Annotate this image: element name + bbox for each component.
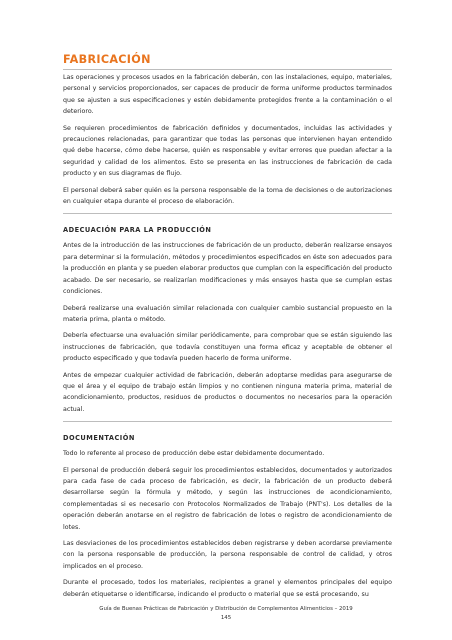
documentacion-paragraph-3: Las desviaciones de los procedimientos establecidos deben registrarse y deben acordarse previamente con la persona responsable de producción, la persona responsable de control de calidad, y otros implicados en el proceso. (63, 540, 392, 570)
page-content (63, 72, 392, 605)
page-title: FABRICACIÓN (63, 53, 151, 66)
title-divider (63, 69, 392, 70)
documentacion-paragraph-1: Todo lo referente al proceso de producción debe estar debidamente documentado. (63, 450, 325, 458)
section-divider (63, 213, 392, 214)
section-adecuacion (63, 213, 392, 415)
intro-paragraph-1: Las operaciones y procesos usados en la fabricación deberán, con las instalaciones, equipo, materiales, personal y servicios proporcionados, ser capaces de producir de forma uniforme productos terminados que se ajusten a sus especificaciones y estén debidamente protegidos frente a la contaminación o el deterioro. (63, 74, 392, 116)
section-documentacion (63, 421, 392, 600)
section-divider (63, 421, 392, 422)
adecuacion-paragraph-2: Deberá realizarse una evaluación similar relacionada con cualquier cambio sustancial propuesto en la materia prima, planta o método. (63, 304, 392, 323)
intro-paragraph-3: El personal deberá saber quién es la persona responsable de la toma de decisiones o de autorizaciones en cualquier etapa durante el proceso de elaboración. (63, 186, 392, 206)
documentacion-paragraph-2: El personal de producción deberá seguir los procedimientos establecidos, documentados y autorizados para cada fase de cada proceso de fabricación, es decir, la fabricación de un producto deberá desarrollarse según la fórmula y método, y según las instrucciones de acondicionamiento, complementadas si es necesario con Protocolos Normalizados de Trabajo (PNT's). Los detalles de la operación deberán anotarse en el registro de fabricación de lotes o registro de acondicionamiento de lotes. (63, 466, 392, 531)
section-heading-documentacion: DOCUMENTACIÓN (63, 434, 135, 443)
adecuacion-paragraph-4: Antes de empezar cualquier actividad de fabricación, deberán adoptarse medidas para asegurarse de que el área y el equipo de trabajo están limpios y no contienen ninguna materia prima, material de acondicionamiento, productos, residuos de productos o documentos no necesarios para la operación actual. (63, 371, 392, 413)
adecuacion-paragraph-3: Debería efectuarse una evaluación similar periódicamente, para comprobar que se están siguiendo las instrucciones de fabricación, que todavía constituyen una forma eficaz y aceptable de obtener el producto especificado y que todavía pueden hacerlo de forma uniforme. (63, 332, 392, 363)
footer-text: Guía de Buenas Prácticas de Fabricación y Distribución de Complementos Alimenticios – 2019 (99, 606, 353, 612)
adecuacion-paragraph-1: Antes de la introducción de las instrucciones de fabricación de un producto, deberán realizarse ensayos para determinar si la formulación, métodos y procedimientos especificados en éste son adecuados para la producción en planta y se pueden elaborar productos que cumplan con la especificación del producto acabado. De ser necesario, se realizarían modificaciones y más ensayos hasta que se cumplan estas condiciones. (63, 242, 392, 296)
page-number: 145 (220, 615, 232, 621)
intro-paragraph-2: Se requieren procedimientos de fabricación definidos y documentados, incluidas las actividades y precauciones relacionadas, para garantizar que todas las personas que intervienen hayan entendido qué debe hacerse, cómo debe hacerse, quién es responsable y evitar errores que puedan afectar a la seguridad y calidad de los alimentos. Esto se presenta en las instrucciones de fabricación de cada producto y en sus diagramas de flujo. (63, 124, 392, 178)
documentacion-paragraph-4: Durante el procesado, todos los materiales, recipientes a granel y elementos principales del equipo deberán etiquetarse o identificarse, indicando el producto o material que se está procesando, su (63, 579, 392, 598)
section-heading-adecuacion: ADECUACIÓN PARA LA PRODUCCIÓN (63, 226, 212, 235)
